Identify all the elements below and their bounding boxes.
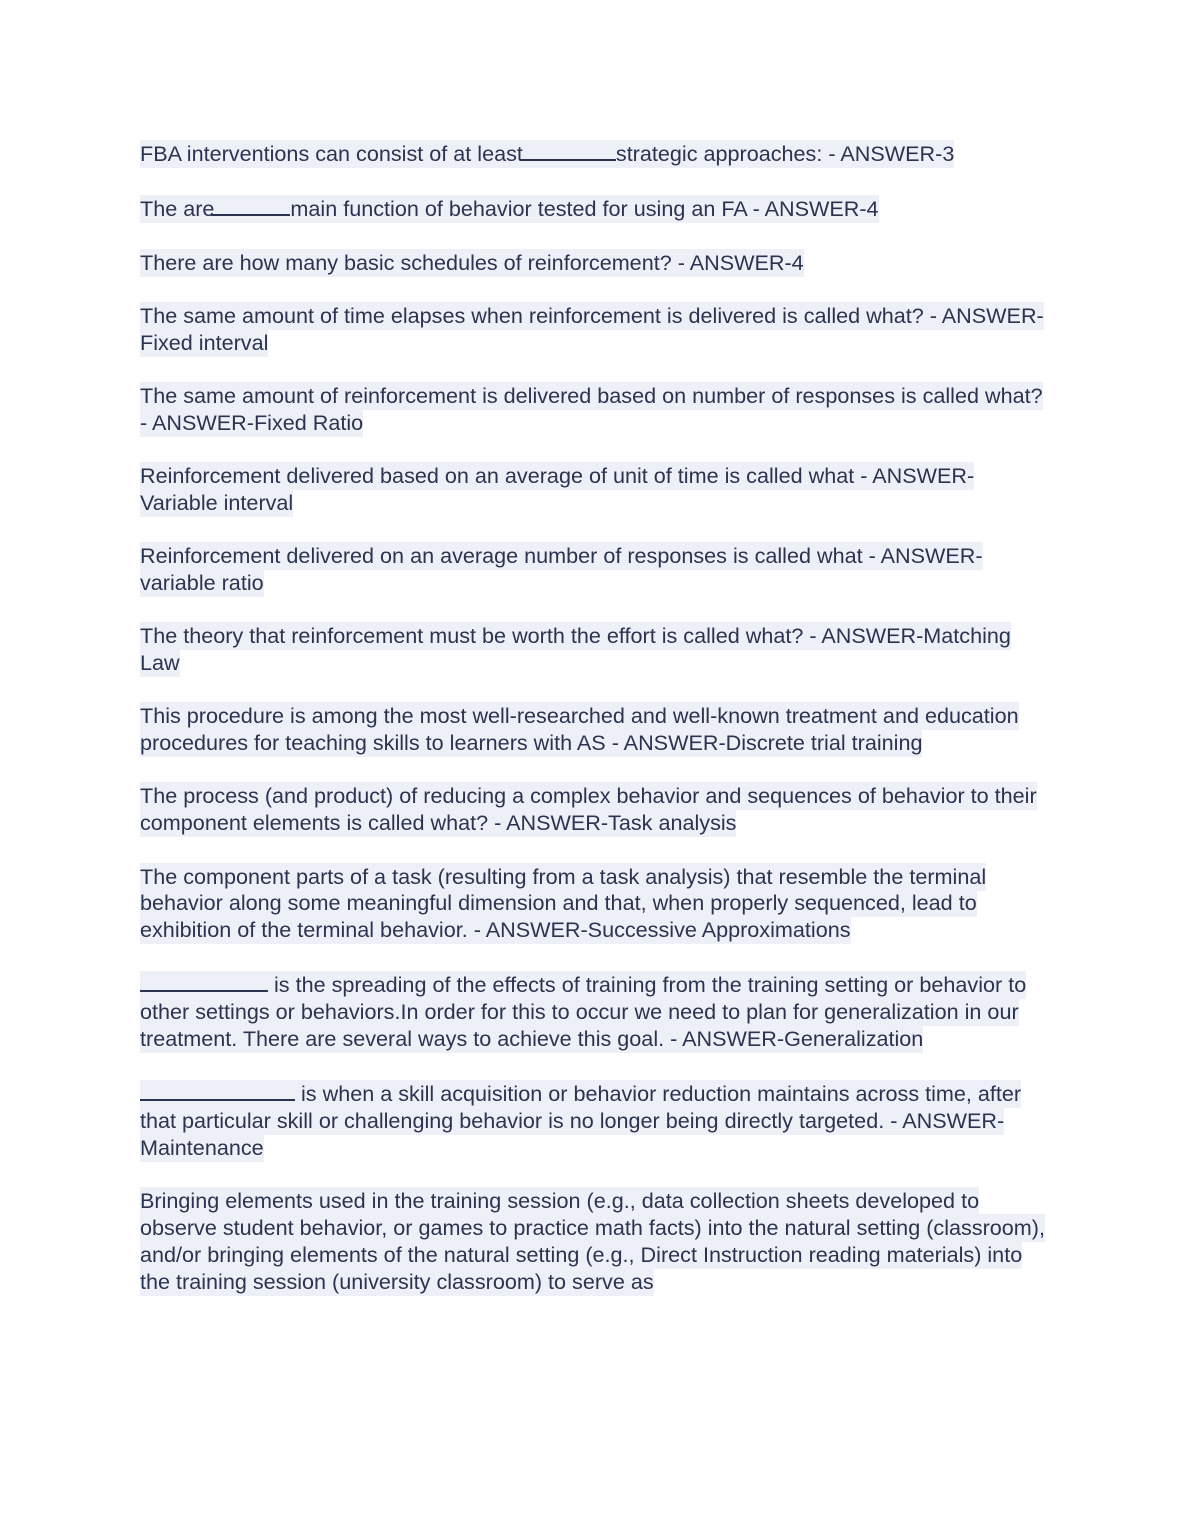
qa-item — [140, 250, 1050, 277]
question-text: This procedure is among the most well-researched and well-known treatment and education procedures for teaching skills to learners with AS - ANSWER-Discrete trial training — [140, 703, 1019, 756]
qa-item — [140, 1188, 1050, 1295]
question-text: The theory that reinforcement must be worth the effort is called what? - ANSWER-Matching Law — [140, 623, 1011, 676]
qa-item — [140, 864, 1050, 944]
qa-item — [140, 383, 1050, 437]
fill-in-blank — [140, 1079, 295, 1101]
qa-item — [140, 783, 1050, 837]
question-text: FBA interventions can consist of at least — [140, 141, 523, 166]
qa-item — [140, 703, 1050, 757]
document-body — [140, 139, 1050, 1322]
question-text: The same amount of reinforcement is delivered based on number of responses is called what? - ANSWER-Fixed Ratio — [140, 382, 1043, 435]
question-text: strategic approaches: - ANSWER-3 — [615, 141, 955, 166]
question-text: The are — [140, 196, 215, 222]
fill-in-blank — [520, 139, 616, 161]
question-text: Reinforcement delivered on an average number of responses is called what - ANSWER-variable ratio — [140, 543, 983, 595]
qa-item — [140, 463, 1050, 517]
qa-item — [140, 543, 1050, 597]
question-text: Bringing elements used in the training session (e.g., data collection sheets developed to observe student behavior, or games to practice math facts) into the natural setting (classroom), and/or bringing elements of the natural setting (e.g., Direct Instruction reading materials) into the training session (university classroom) to serve as — [140, 1188, 1045, 1294]
question-text: main function of behavior tested for using an FA - ANSWER-4 — [290, 196, 879, 222]
qa-item — [140, 194, 1050, 223]
qa-item — [140, 623, 1050, 677]
question-text: is when a skill acquisition or behavior reduction maintains across time, after that particular skill or challenging behavior is no longer being directly targeted. - ANSWER-Maintenance — [140, 1081, 1022, 1160]
qa-item — [140, 970, 1050, 1052]
question-text: The process (and product) of reducing a complex behavior and sequences of behavior to their component elements is called what? - ANSWER-Task analysis — [140, 783, 1037, 836]
qa-item — [140, 1079, 1050, 1161]
qa-item — [140, 139, 1050, 168]
question-text: The same amount of time elapses when reinforcement is delivered is called what? - ANSWER-Fixed interval — [140, 302, 1044, 355]
question-text: There are how many basic schedules of reinforcement? - ANSWER-4 — [140, 249, 804, 275]
question-text: The component parts of a task (resulting from a task analysis) that resemble the terminal behavior along some meaningful dimension and that, when properly sequenced, lead to exhibition of the terminal behavior. - ANSWER-Successive Approximations — [140, 863, 987, 943]
fill-in-blank — [140, 970, 268, 992]
fill-in-blank — [211, 194, 290, 216]
question-text: is the spreading of the effects of training from the training setting or behavior to other settings or behaviors.In order for this to occur we need to plan for generalization in our treatment. There are several ways to achieve this goal. - ANSWER-Generalization — [140, 972, 1027, 1052]
question-text: Reinforcement delivered based on an average of unit of time is called what - ANSWER-Variable interval — [140, 463, 975, 515]
qa-item — [140, 303, 1050, 357]
